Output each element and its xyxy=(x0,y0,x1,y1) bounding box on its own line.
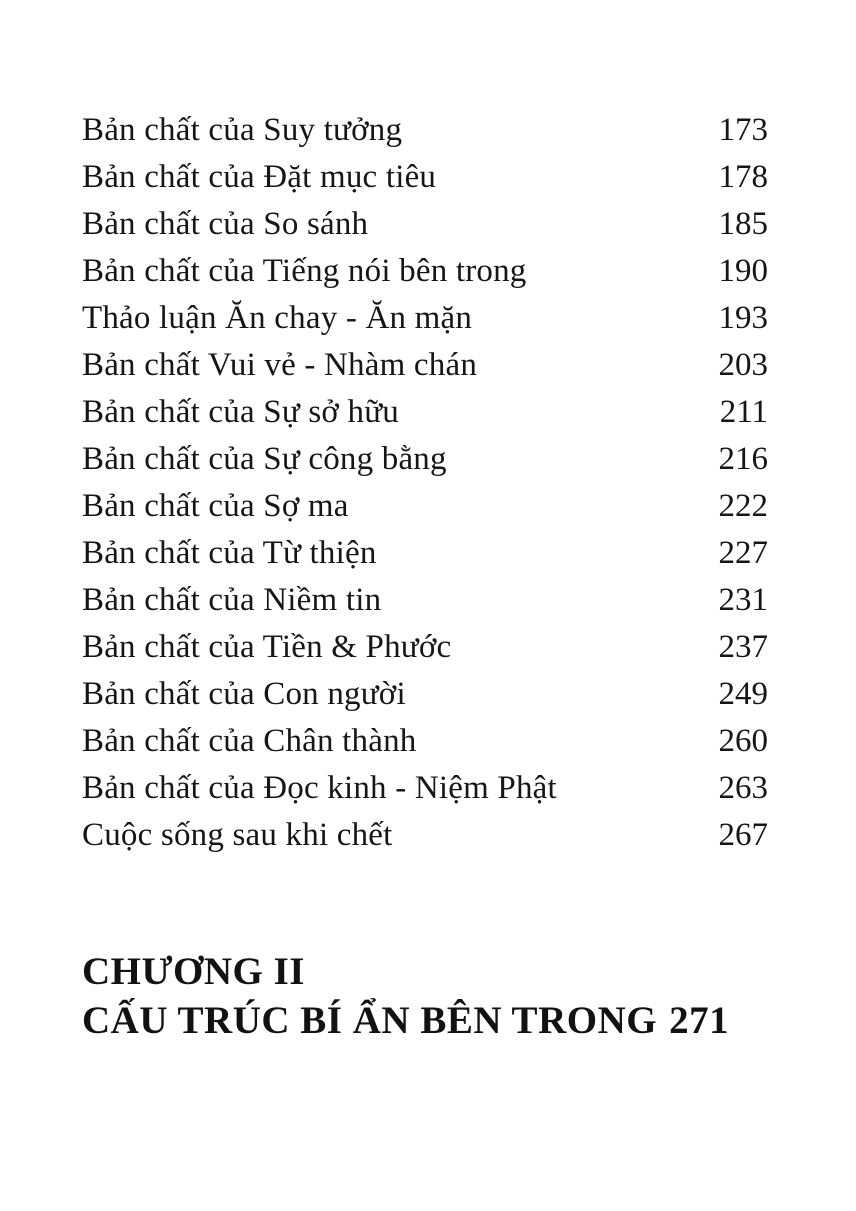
toc-entry-page: 178 xyxy=(718,159,768,195)
toc-entry-title: Bản chất của Sự công bằng xyxy=(82,441,447,477)
toc-entry-title: Bản chất của Suy tưởng xyxy=(82,112,403,148)
toc-entry xyxy=(82,154,768,201)
chapter-page-number: 271 xyxy=(669,999,730,1042)
toc-entry-page: 260 xyxy=(718,723,768,759)
toc-entry xyxy=(82,530,768,577)
toc-entry xyxy=(82,812,768,859)
chapter-heading-title: CẤU TRÚC BÍ ẨN BÊN TRONG xyxy=(82,999,658,1042)
toc-entry xyxy=(82,624,768,671)
toc-entry-title: Bản chất của So sánh xyxy=(82,206,369,242)
toc-entry-title: Bản chất của Tiếng nói bên trong xyxy=(82,253,527,289)
toc-entry xyxy=(82,248,768,295)
toc-entry xyxy=(82,342,768,389)
toc-entry xyxy=(82,295,768,342)
toc-entry-page: 203 xyxy=(718,347,768,383)
toc-entry xyxy=(82,436,768,483)
toc-entry-page: 190 xyxy=(718,253,768,289)
toc-entry-title: Bản chất của Tiền & Phước xyxy=(82,629,452,665)
toc-entry xyxy=(82,201,768,248)
toc-entry xyxy=(82,671,768,718)
toc-entry-title: Bản chất của Niềm tin xyxy=(82,582,382,618)
toc-entry-page: 227 xyxy=(718,535,768,571)
toc-entry-page: 263 xyxy=(718,770,768,806)
toc-entry xyxy=(82,389,768,436)
toc-entry xyxy=(82,107,768,154)
toc-entry-page: 231 xyxy=(718,582,768,618)
toc-entry-title: Thảo luận Ăn chay - Ăn mặn xyxy=(82,300,473,336)
toc-entry-title: Bản chất của Chân thành xyxy=(82,723,417,759)
chapter-heading-line1: CHƯƠNG II xyxy=(82,950,305,993)
toc-entry-title: Bản chất của Đặt mục tiêu xyxy=(82,159,437,195)
toc-entry xyxy=(82,483,768,530)
toc-entry xyxy=(82,577,768,624)
toc-entry xyxy=(82,765,768,812)
toc-entry-title: Bản chất của Từ thiện xyxy=(82,535,377,571)
toc-entry-page: 185 xyxy=(718,206,768,242)
toc-entry-title: Bản chất của Đọc kinh - Niệm Phật xyxy=(82,770,557,806)
toc-entry-title: Bản chất của Con người xyxy=(82,676,406,712)
toc-entry-title: Cuộc sống sau khi chết xyxy=(82,817,393,853)
toc-entry xyxy=(82,718,768,765)
toc-entry-title: Bản chất Vui vẻ - Nhàm chán xyxy=(82,347,478,383)
toc-entry-page: 193 xyxy=(718,300,768,336)
toc-entry-page: 216 xyxy=(718,441,768,477)
chapter-heading-line2 xyxy=(82,996,729,1045)
toc-entry-page: 249 xyxy=(718,676,768,712)
toc-entry-page: 211 xyxy=(719,394,768,430)
toc-entry-page: 173 xyxy=(718,112,768,148)
toc-entry-page: 267 xyxy=(718,817,768,853)
toc-entry-title: Bản chất của Sợ ma xyxy=(82,488,349,524)
chapter-heading xyxy=(82,947,729,1045)
toc-entry-page: 237 xyxy=(718,629,768,665)
toc-entry-page: 222 xyxy=(718,488,768,524)
toc-entry-title: Bản chất của Sự sở hữu xyxy=(82,394,399,430)
table-of-contents xyxy=(82,107,768,859)
